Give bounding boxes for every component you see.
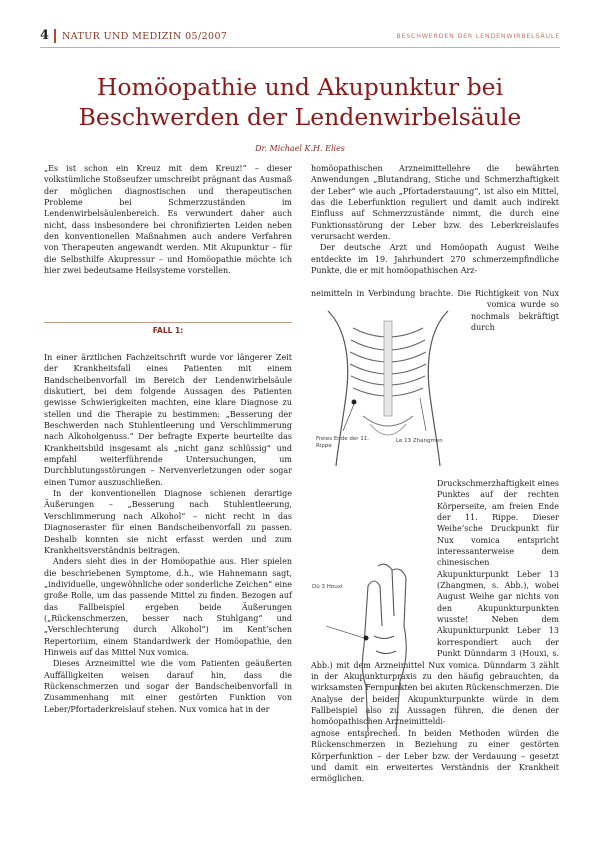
hand-figure [308,556,434,734]
intro-paragraph: „Es ist schon ein Kreuz mit dem Kreuz!“ – dieser volkstümliche Stoßseufzer umschreibt prägnant das Ausmaß der möglichen diagnostischen und therapeutischen Probleme bei Schmerzzuständen im Lendenwirbelsäulenbereich. Es verwundert daher auch nicht, dass insbesondere bei chronifizierten Leiden neben den konventionellen Maßnahmen auch andere Verfahren von Therapeuten angewandt werden. Mit Akupunktur – für die Selbsthilfe Akupressur – und Homöopathie möchte ich hier zwei bedeutsame Heilsysteme vorstellen. [44,164,292,276]
right-top-column [311,163,559,276]
figure1-label-right: Le 13 Zhangmen [396,438,443,444]
journal-title: NATUR UND MEDIZIN 05/2007 [62,30,228,42]
title-line-1: Homöopathie und Akupunktur bei [96,73,504,101]
case-heading: FALL 1: [44,322,292,337]
intro-column [44,163,292,276]
right-bottom-column [311,728,559,785]
body-paragraph: neimitteln in Verbindung brachte. Die Richtigkeit von Nux vomica wurde so nochmals bekräftigt durch Druckschmerzhaftigkeit eines Punktes auf der rechten Körperseite, am freien Ende der 11. Rippe. Dieser Weihe’sche Druckpunkt für Nux vomica entspricht interessanterweise dem chinesischen Akupunkturpunkt Leber 13 (Zhangmen, s. Abb.), wobei August Weihe gar nichts von den Akupunkturpunkten wusste! Neben dem Akupunkturpunkt Leber 13 korrespondiert auch der Punkt Dünndarm 3 (Houxi, s. Abb.) mit dem Arzneimittel Nux vomica. Dünndarm 3 zählt in der Akupunkturpraxis zu den häufig gebrauchten, da wirksamsten Fernpunkten bei akuten Rückenschmerzen. Die Analyse der beiden Akupunkturpunkte würde in dem Fallbeispiel also zu Aussagen führen, die denen der homöopathischen Arzneimitteldi- [311,289,559,727]
body-paragraph: agnose entsprechen. In beiden Methoden würden die Rückenschmerzen in Beziehung zu einer gestörten Körperfunktion – der Leber bzw. der Verdauung – gesetzt und damit ein erweitertes Verständnis der Krankheit ermöglichen. [311,729,559,784]
hand-illustration [308,556,434,734]
running-header [40,27,560,45]
author-byline: Dr. Michael K.H. Elies [255,144,345,153]
body-paragraph: homöopathischen Arzneimittellehre die bewährten Anwendungen „Blutandrang, Stiche und Schmerzhaftigkeit der Leber“ wie auch „Pfortaderstauung“, ist also ein Mittel, das die Leberfunktion reguliert und damit auch indirekt Einfluss auf Schmerzzustände nimmt, die durch eine Funktionsstörung der Leber bzw. des Leberkreislaufes verursacht werden. [311,164,559,242]
case-paragraph: Anders sieht dies in der Homöopathie aus. Hier spielen die beschriebenen Symptome, d.h., wie Hahnemann sagt, „individuelle, ungewöhnliche oder sonderliche Zeichen“ eine große Rolle, um das passende Mittel zu finden. Bezogen auf das Fallbeispiel ergeben beide Äußerungen („Rückenschmerzen, besser nach Stuhlgang“ und „Verschlechterung durch Alkohol“) im Kent’schen Repertorium, einem Standardwerk der Homöopathie, den Hinweis auf das Mittel Nux vomica. [44,557,292,657]
case-paragraph: In der konventionellen Diagnose schienen derartige Äußerungen – „Besserung nach Stuhlentleerung, Verschlimmerung nach Alkohol“ – nicht recht in das Diagnoseraster für einen Bandscheibenvorfall zu passen. Deshalb konnten sie nicht erfasst werden und zum Krankheitsverständnis beitragen. [44,489,292,555]
figure1-label-left: Freies Ende der 11. Rippe [316,436,370,449]
article-title [40,72,560,132]
case-paragraph: Dieses Arzneimittel wie die vom Patienten geäußerten Auffälligkeiten weisen darauf hin, dass die Rückenschmerzen und sogar der Bandscheibenvorfall in Zusammenhang mit einer gestörten Funktion von Leber/Pfortaderkreislauf stehen. Nux vomica hat in der [44,659,292,714]
page-number: 4 [40,29,56,43]
torso-figure [308,306,468,471]
figure2-label: Dü 3 Houxi [312,584,343,590]
header-rule [40,47,560,48]
case-paragraph: In einer ärztlichen Fachzeitschrift wurde vor längerer Zeit der Krankheitsfall eines Patienten mit einem Bandscheibenvorfall im Bereich der Lendenwirbelsäule diskutiert, bei dem folgende Aussagen des Patienten gewisse Schwierigkeiten machten, eine klare Diagnose zu stellen und die Therapie zu bestimmen: „Besserung der Beschwerden nach Stuhlentleerung und Verschlimmerung nach Alkoholgenuss.“ Der befragte Experte beurteilte das Krankheitsbild insgesamt als „nicht ganz schlüssig“ und empfahl weiterführende Untersuchungen, um Durchblutungsstörungen – Nervenverletzungen oder sogar einen Tumor auszuschließen. [44,353,292,487]
section-rubric: BESCHWERDEN DER LENDENWIRBELSÄULE [396,32,560,40]
body-paragraph: Der deutsche Arzt und Homöopath August Weihe entdeckte im 19. Jahrhundert 270 schmerzempfindliche Punkte, die er mit homöopathischen Arz- [311,243,559,276]
title-line-2: Beschwerden der Lendenwirbelsäule [78,103,522,131]
case-column [44,352,292,715]
